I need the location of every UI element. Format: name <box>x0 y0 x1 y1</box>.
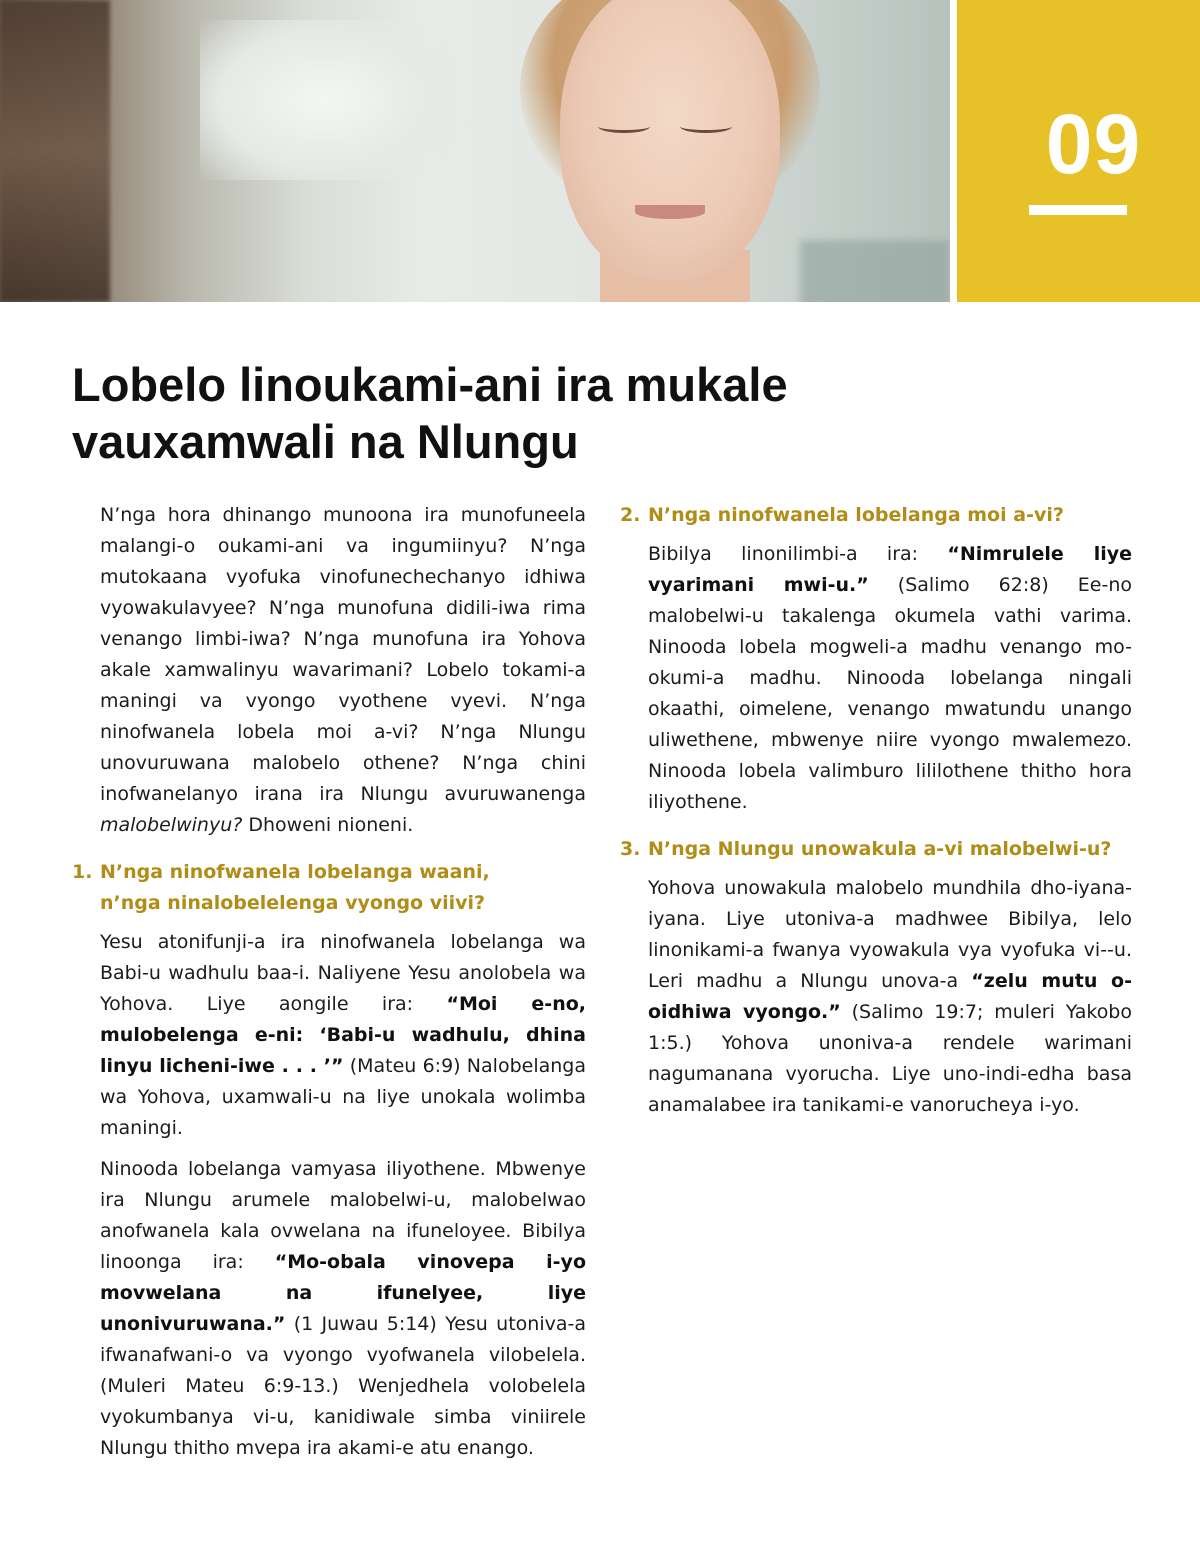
right-column <box>620 500 1132 1121</box>
intro-paragraph: N’nga hora dhinango munoona ira munofuneela malangi-o oukami-ani va ingumiinyu? N’nga mutokaana vyofuka vinofunechechanyo idhiwa vyowakulavyee? N’nga munofuna didili-iwa rima venango limbi-iwa? N’nga munofuna ira Yohova akale xamwalinyu wavarimani? Lobelo tokami-a maningi va vyongo vyothene vyevi. N’nga ninofwanela lobela moi a-vi? N’nga Nlungu unovuruwana malobelo othene? N’nga chini inofwanelanyo irana ira Nlungu avuruwanenga malobelwinyu? Dhoweni nioneni. <box>100 504 586 836</box>
lesson-number-underline <box>1029 205 1127 215</box>
section-2-question: 2. N’nga ninofwanela lobelanga moi a-vi? <box>620 504 1064 526</box>
scripture-quote: “Moi e-no, mulobelenga e-ni: ‘Babi-u wadhulu, dhina linyu licheni-iwe . . . ’” <box>100 993 586 1077</box>
section-1-paragraph-2: Ninooda lobelanga vamyasa iliyothene. Mbwenye ira Nlungu arumele malobelwi-u, malobelwao anofwanela kala ovwelana na ifuneloyee. Bibilya linoonga ira: “Mo-obala vinovepa i-yo movwelana na ifunelyee, liye unonivuruwana.” (1 Juwau 5:14) Yesu utoniva-a ifwanafwani-o va vyongo vyofwanela vilobelela. (Muleri Mateu 6:9-13.) Wenjedhela volobelela vyokumbanya vi-u, kanidiwale simba viniirele Nlungu thitho mvepa ira akami-e atu enango. <box>100 1158 586 1459</box>
intro-italic: malobelwinyu? <box>100 814 243 836</box>
header-photo <box>0 0 950 302</box>
scripture-quote: “Nimrulele liye vyarimani mwi-u.” <box>648 543 1132 596</box>
left-column <box>72 500 586 1464</box>
lesson-number-badge <box>957 0 1200 302</box>
page-title-line1: Lobelo linoukami-ani ira mukale <box>72 358 788 411</box>
section-1-question: 1. N’nga ninofwanela lobelanga waani, n’nga ninalobelelenga vyongo viivi? <box>72 861 490 914</box>
lesson-number: 09 <box>1045 97 1142 191</box>
section-3-question: 3. N’nga Nlungu unowakula a-vi malobelwi-u? <box>620 838 1112 860</box>
section-3-paragraph: Yohova unowakula malobelo mundhila dho-iyana-iyana. Liye utoniva-a madhwee Bibilya, lelo linonikami-a fwanya vyowakula vya vyofuka vi--u. Leri madhu a Nlungu unova-a “zelu mutu o-oidhiwa vyongo.” (Salimo 19:7; muleri Yakobo 1:5.) Yohova unoniva-a rendele warimani nagumanana vyorucha. Liye uno-indi-edha basa anamalabee ira tanikami-e vanorucheya i-yo. <box>648 877 1132 1116</box>
page-title <box>72 356 932 470</box>
section-2-paragraph: Bibilya linonilimbi-a ira: “Nimrulele liye vyarimani mwi-u.” (Salimo 62:8) Ee-no malobelwi-u takalenga okumela vathi varima. Ninooda lobela mogweli-a madhu venango mo-okumi-a madhu. Ninooda lobelanga ningali okaathi, oimelene, venango mwatundu unango uliwethene, mbwenye niire vyongo mwalemezo. Ninooda lobela valimburo lililothene thitho hora iliyothene. <box>648 543 1132 813</box>
scripture-quote: “Mo-obala vinovepa i-yo movwelana na ifunelyee, liye unonivuruwana.” <box>100 1251 586 1335</box>
page-title-line2: vauxamwali na Nlungu <box>72 415 579 468</box>
section-1-paragraph-1: Yesu atonifunji-a ira ninofwanela lobelanga wa Babi-u wadhulu baa-i. Naliyene Yesu anolobela wa Yohova. Liye aongile ira: “Moi e-no, mulobelenga e-ni: ‘Babi-u wadhulu, dhina linyu licheni-iwe . . . ’” (Mateu 6:9) Nalobelanga wa Yohova, uxamwali-u na liye unokala wolimba maningi. <box>100 931 586 1139</box>
scripture-quote: “zelu mutu o-oidhiwa vyongo.” <box>648 970 1132 1023</box>
